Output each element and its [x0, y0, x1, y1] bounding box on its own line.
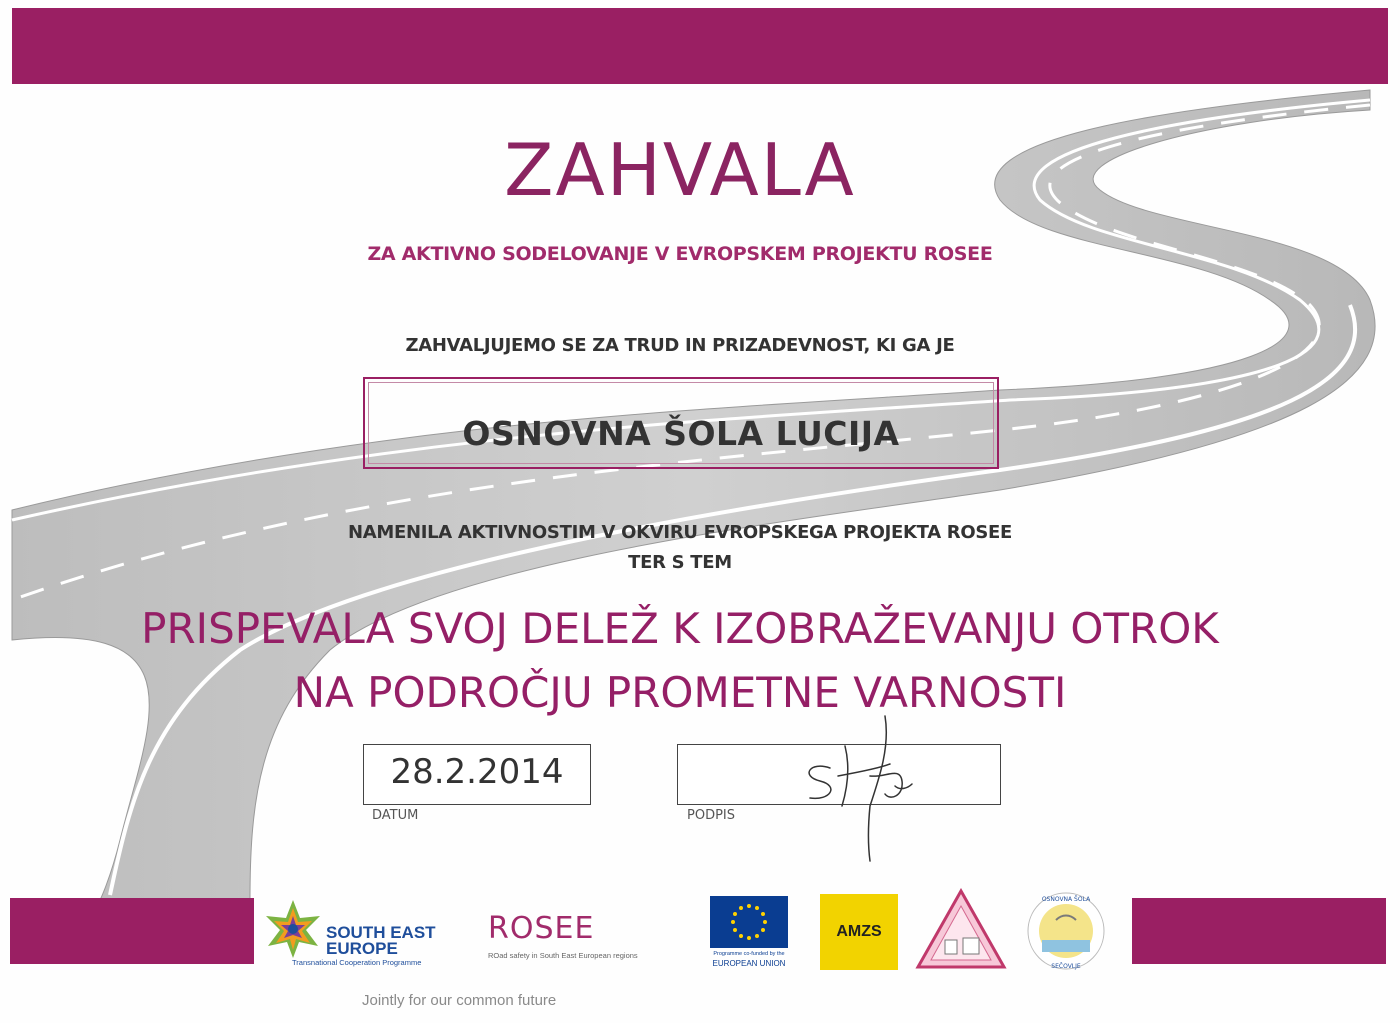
- programme-slogan: Jointly for our common future: [362, 992, 557, 1009]
- highlight-text-2: NA PODROČJU PROMETNE VARNOSTI: [293, 668, 1067, 717]
- rosee-logo-subtitle: ROad safety in South East European regions: [488, 951, 638, 960]
- school-emblem-icon: [1026, 890, 1106, 972]
- recipient-name: OSNOVNA ŠOLA LUCIJA: [462, 414, 900, 453]
- date-value: 28.2.2014: [390, 752, 564, 792]
- see-logo-line-2: EUROPE: [326, 939, 398, 958]
- highlight-text-1: PRISPEVALA SVOJ DELEŽ K IZOBRAŽEVANJU OTROK: [141, 604, 1219, 653]
- south-east-europe-star-icon: [262, 898, 324, 960]
- see-logo-name: [326, 925, 436, 957]
- road-safety-triangle-icon: [915, 888, 1007, 970]
- bottom-left-accent-bar: [10, 898, 254, 964]
- see-logo-subtitle: Transnational Cooperation Programme: [292, 958, 422, 967]
- handwritten-signature: [790, 706, 920, 866]
- eu-flag-icon: [710, 896, 788, 948]
- school-emblem-bottom-text: SEČOVLJE: [1051, 963, 1081, 970]
- bottom-right-accent-bar: [1132, 898, 1386, 964]
- certificate-title: ZAHVALA: [504, 128, 856, 212]
- intro-text: ZAHVALJUJEMO SE ZA TRUD IN PRIZADEVNOST, KI GA JE: [405, 335, 955, 356]
- body-text-2: TER S TEM: [628, 552, 732, 573]
- school-emblem-top-text: OSNOVNA ŠOLA: [1041, 896, 1091, 903]
- signature-label: PODPIS: [687, 808, 736, 823]
- body-text-1: NAMENILA AKTIVNOSTIM V OKVIRU EVROPSKEGA PROJEKTA ROSEE: [347, 522, 1013, 543]
- rosee-logo: ROSEE: [488, 911, 595, 946]
- amzs-logo-text: AMZS: [836, 923, 882, 940]
- amzs-logo: [820, 894, 898, 970]
- date-label: DATUM: [372, 808, 419, 823]
- certificate-subtitle: ZA AKTIVNO SODELOVANJE V EVROPSKEM PROJEKTU ROSEE: [367, 243, 993, 265]
- eu-funding-text: Programme co-funded by the: [713, 951, 785, 957]
- see-logo-line-1: SOUTH EAST: [326, 923, 436, 942]
- eu-name-text: EUROPEAN UNION: [712, 959, 786, 968]
